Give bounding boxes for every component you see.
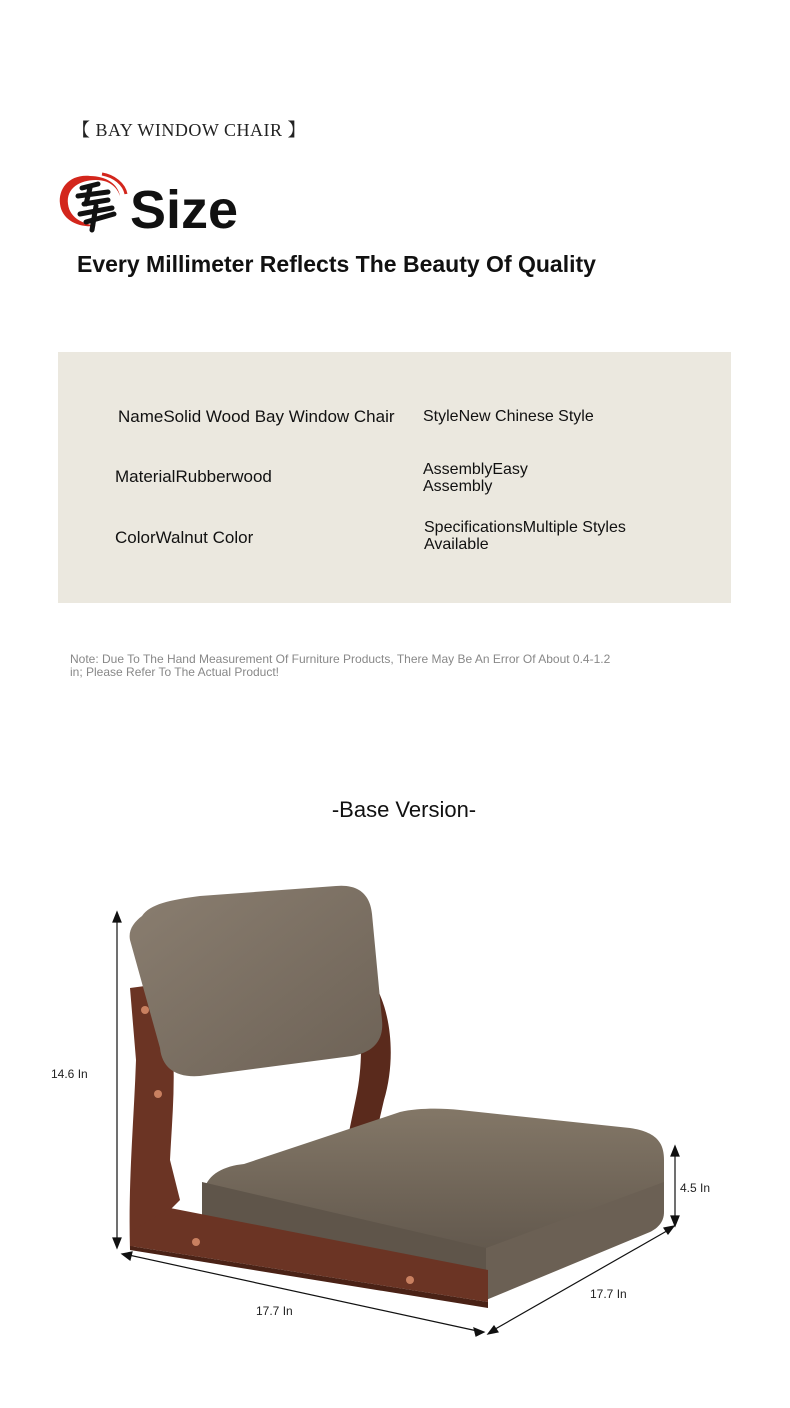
- spec-color: ColorWalnut Color: [115, 528, 254, 547]
- width-label: 17.7 In: [256, 1304, 293, 1318]
- version-title: -Base Version-: [331, 797, 477, 822]
- spec-assembly: [423, 461, 528, 495]
- depth-label: 17.7 In: [590, 1287, 627, 1301]
- size-title: Size: [130, 180, 239, 240]
- seat-height-label: 4.5 In: [680, 1181, 711, 1195]
- spec-specifications-line1: SpecificationsMultiple Styles: [424, 519, 626, 536]
- spec-style: StyleNew Chinese Style: [423, 408, 594, 425]
- page-subtitle: Every Millimeter Reflects The Beauty Of Quality: [77, 251, 596, 277]
- height-dimension-line: [113, 912, 121, 1248]
- screw-icon: [406, 1276, 414, 1284]
- spec-assembly-line1: AssemblyEasy: [423, 461, 528, 478]
- screw-icon: [154, 1090, 162, 1098]
- screw-icon: [141, 1006, 149, 1014]
- screw-icon: [192, 1238, 200, 1246]
- note-line-1: Note: Due To The Hand Measurement Of Furniture Products, There May Be An Error Of About 0.4-1.2: [70, 652, 611, 666]
- chair-illustration: [0, 860, 790, 1403]
- spec-panel: [58, 352, 731, 603]
- ink-circle-brush-logo-icon: [56, 170, 130, 236]
- height-label: 14.6 In: [51, 1067, 88, 1081]
- spec-material: MaterialRubberwood: [115, 467, 272, 486]
- chair-dimension-diagram: [0, 860, 790, 1403]
- measurement-note: [70, 653, 630, 679]
- spec-specifications: [424, 519, 626, 553]
- note-line-2: in; Please Refer To The Actual Product!: [70, 665, 280, 679]
- product-category-title: 【 BAY WINDOW CHAIR 】: [72, 120, 307, 140]
- spec-assembly-line2: Assembly: [423, 478, 493, 495]
- spec-specifications-line2: Available: [424, 536, 489, 553]
- seat-height-dimension-line: [671, 1146, 679, 1226]
- spec-name: NameSolid Wood Bay Window Chair: [118, 407, 395, 426]
